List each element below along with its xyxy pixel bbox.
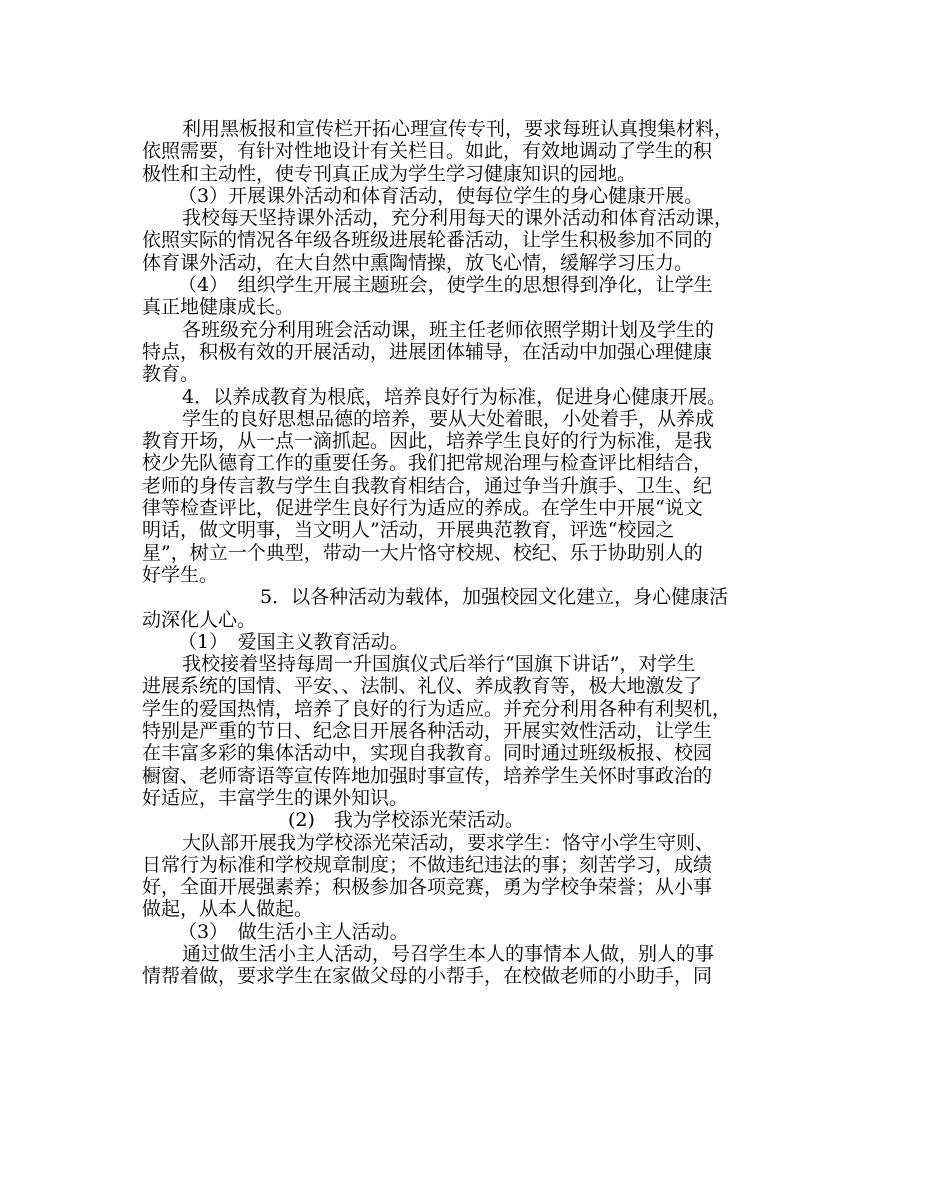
text-line: 做起，从本人做起。: [142, 898, 314, 921]
text-line: 老师的身传言教与学生自我教育相结合，通过争当升旗手、卫生、纪: [142, 474, 713, 497]
text-line: 体育课外活动，在大自然中熏陶情操，放飞心情，缓解学习压力。: [142, 251, 694, 274]
text-line: 情帮着做，要求学生在家做父母的小帮手，在校做老师的小助手，同: [142, 965, 713, 988]
section-heading: 4．以养成教育为根底，培养良好行为标准，促进身心健康开展。: [182, 385, 727, 408]
text-line: 好适应，丰富学生的课外知识。: [142, 786, 409, 809]
text-line: 学生的良好思想品德的培养，要从大处着眼，小处着手，从养成: [182, 407, 715, 430]
text-line: 利用黑板报和宣传栏开拓心理宣传专刊，要求每班认真搜集材料，: [182, 118, 734, 140]
text-line: 好，全面开展强素养；积极参加各项竞赛，勇为学校争荣誉；从小事: [142, 876, 713, 899]
section-heading: （3） 做生活小主人活动。: [178, 920, 409, 943]
section-heading: 5．以各种活动为载体，加强校园文化建立，身心健康活: [260, 586, 729, 609]
text-line: 校少先队德育工作的重要任务。我们把常规治理与检查评比相结合，: [142, 452, 713, 475]
text-line: 日常行为标准和学校规章制度；不做违纪违法的事；刻苦学习，成绩: [142, 853, 713, 876]
text-line: 特点，积极有效的开展活动，进展团体辅导，在活动中加强心理健康: [142, 340, 713, 363]
text-line: 真正地健康成长。: [142, 296, 295, 319]
text-line: 我校每天坚持课外活动，充分利用每天的课外活动和体育活动课，: [182, 207, 734, 230]
text-line: 依照实际的情况各年级各班级进展轮番活动，让学生积极参加不同的: [142, 229, 713, 252]
section-heading: （1） 爱国主义教育活动。: [178, 630, 409, 653]
text-line: 学生的爱国热情，培养了良好的行为适应。并充分利用各种有利契机，: [142, 697, 732, 720]
text-line: 大队部开展我为学校添光荣活动，要求学生：恪守小学生守则、: [182, 831, 715, 854]
text-line: 动深化人心。: [142, 608, 257, 631]
text-line: 依照需要，有针对性地设计有关栏目。如此，有效地调动了学生的积: [142, 140, 713, 163]
section-heading: （3）开展课外活动和体育活动，使每位学生的身心健康开展。: [178, 184, 704, 207]
text-line: 律等检查评比，促进学生良好行为适应的养成。在学生中开展“说文: [142, 497, 703, 520]
text-line: 星”，树立一个典型，带动一大片恪守校规、校纪、乐于协助别人的: [142, 541, 703, 564]
text-line: 明话，做文明事，当文明人”活动，开展典范教育，评选“校园之: [142, 519, 675, 542]
text-line: 特别是严重的节日、纪念日开展各种活动，开展实效性活动，让学生: [142, 720, 713, 743]
section-heading: (2) 我为学校添光荣活动。: [288, 809, 524, 832]
document-page: [142, 118, 822, 988]
text-line: 极性和主动性，使专刊真正成为学生学习健康知识的园地。: [142, 162, 637, 185]
text-line: 通过做生活小主人活动，号召学生本人的事情本人做，别人的事: [182, 942, 715, 965]
section-heading: （4） 组织学生开展主题班会，使学生的思想得到净化，让学生: [178, 274, 713, 297]
text-line: 好学生。: [142, 563, 219, 586]
text-line: 在丰富多彩的集体活动中，实现自我教育。同时通过班级板报、校园: [142, 742, 713, 765]
text-line: 教育。: [142, 363, 200, 386]
text-line: 我校接着坚持每周一升国旗仪式后举行“国旗下讲话”，对学生: [182, 653, 696, 676]
text-line: 进展系统的国情、平安、、法制、礼仪、养成教育等，极大地激发了: [142, 675, 703, 698]
text-line: 教育开场，从一点一滴抓起。因此，培养学生良好的行为标准，是我: [142, 430, 713, 453]
text-line: 各班级充分利用班会活动课，班主任老师依照学期计划及学生的: [182, 318, 715, 341]
text-line: 橱窗、老师寄语等宣传阵地加强时事宣传，培养学生关怀时事政治的: [142, 764, 713, 787]
